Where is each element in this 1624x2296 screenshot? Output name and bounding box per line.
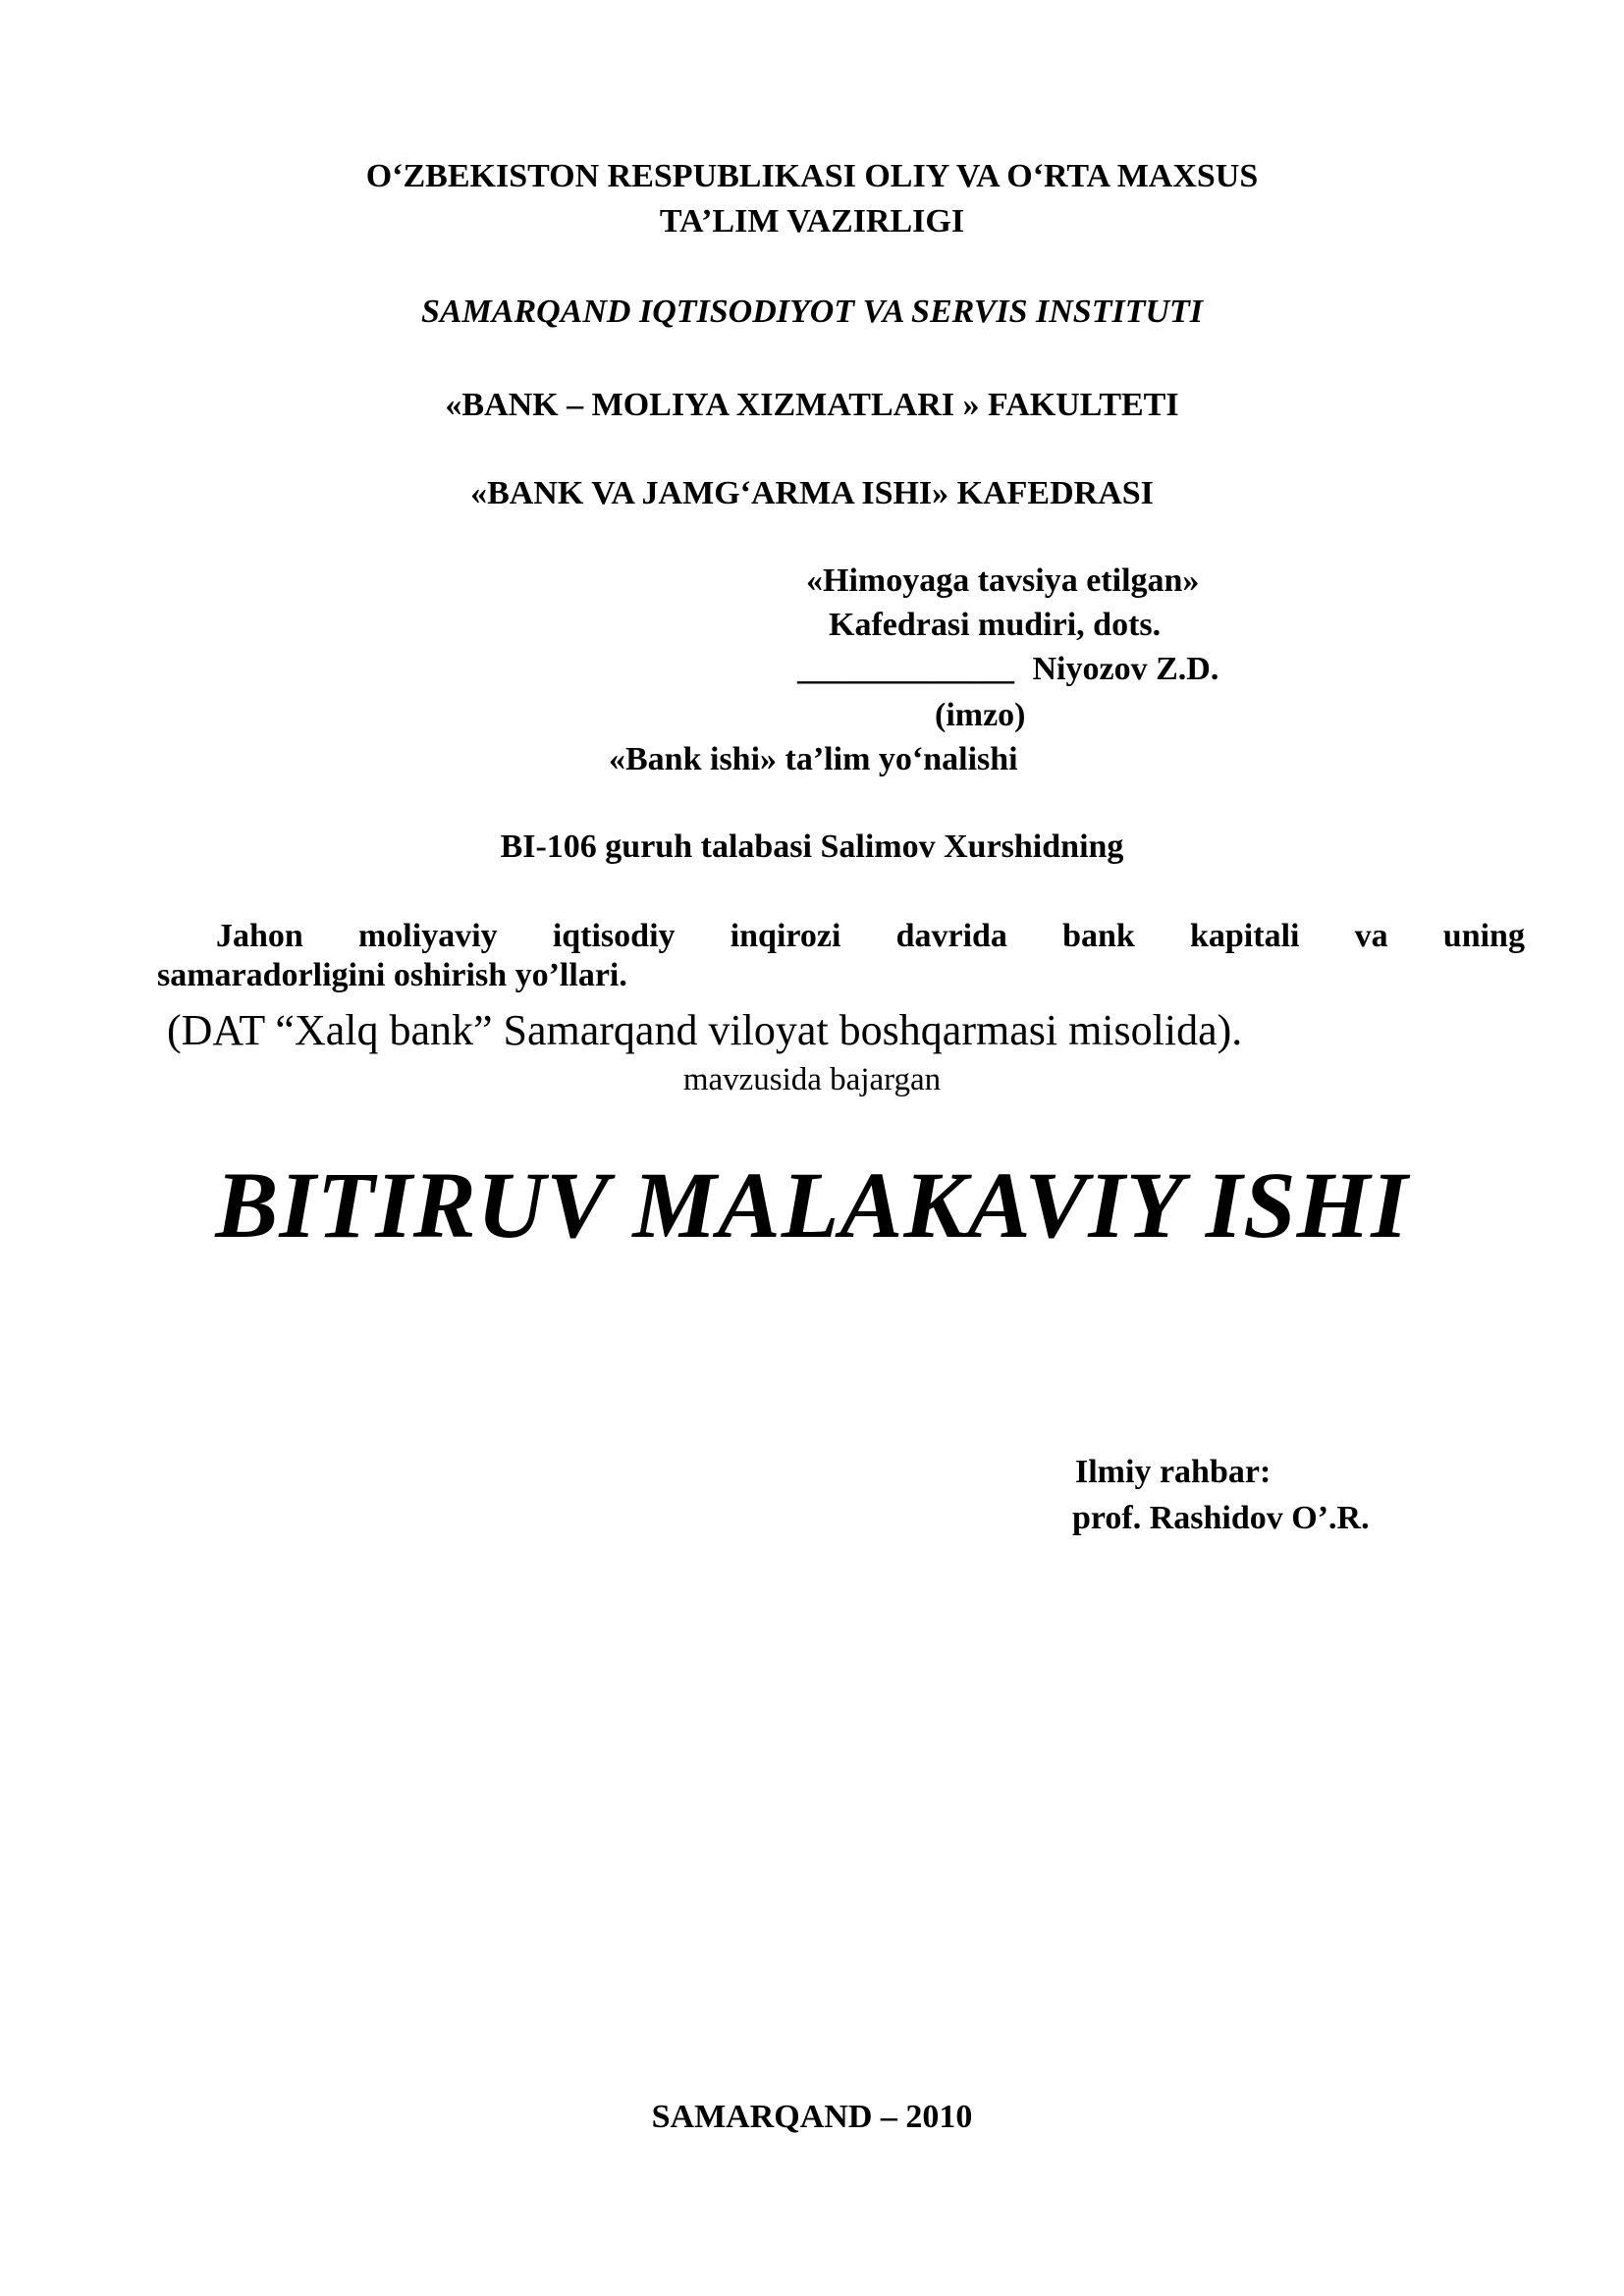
signature-line: _____________ <box>797 651 1014 687</box>
approval-head-name: Niyozov Z.D. <box>1032 651 1219 687</box>
supervisor-label: Ilmiy rahbar: <box>1075 1454 1272 1490</box>
approval-head-title: Kafedrasi mudiri, dots. <box>829 607 1162 643</box>
topic-word: davrida <box>895 918 1007 954</box>
supervisor-name: prof. Rashidov O’.R. <box>1072 1500 1370 1536</box>
ministry-line-2: TA’LIM VAZIRLIGI <box>659 203 965 240</box>
topic-line-2: samaradorligini oshirish yo’llari. <box>157 957 627 993</box>
topic-subtitle: mavzusida bajargan <box>682 1062 942 1097</box>
topic-word: Jahon <box>216 918 303 954</box>
work-title: BITIRUV MALAKAVIY ISHI <box>215 1152 1409 1257</box>
department-name: «BANK VA JAMG‘ARMA ISHI» KAFEDRASI <box>470 475 1154 511</box>
signature-caption: (imzo) <box>935 697 1026 733</box>
topic-word: moliyaviy <box>357 918 498 954</box>
student-line: BI-106 guruh talabasi Salimov Xurshidning <box>500 828 1124 865</box>
topic-word: uning <box>1442 918 1525 954</box>
topic-word: bank <box>1062 918 1135 954</box>
topic-word: kapitali <box>1189 918 1300 954</box>
approval-signature-row <box>797 653 1218 686</box>
topic-case-study: (DAT “Xalq bank” Samarqand viloyat boshqarmasi misolida). <box>167 1006 1243 1054</box>
topic-word: va <box>1354 918 1388 954</box>
topic-line-1 <box>216 920 1525 953</box>
approval-recommended: «Himoyaga tavsiya etilgan» <box>806 562 1200 599</box>
specialty: «Bank ishi» ta’lim yo‘nalishi <box>609 741 1018 777</box>
faculty-name: «BANK – MOLIYA XIZMATLARI » FAKULTETI <box>445 387 1179 423</box>
topic-word: inqirozi <box>730 918 841 954</box>
footer-city-year: SAMARQAND – 2010 <box>651 2099 973 2135</box>
topic-word: iqtisodiy <box>552 918 676 954</box>
ministry-line-1: O‘ZBEKISTON RESPUBLIKASI OLIY VA O‘RTA MAXSUS <box>365 158 1259 194</box>
institute-name: SAMARQAND IQTISODIYOT VA SERVIS INSTITUTI <box>420 294 1204 330</box>
